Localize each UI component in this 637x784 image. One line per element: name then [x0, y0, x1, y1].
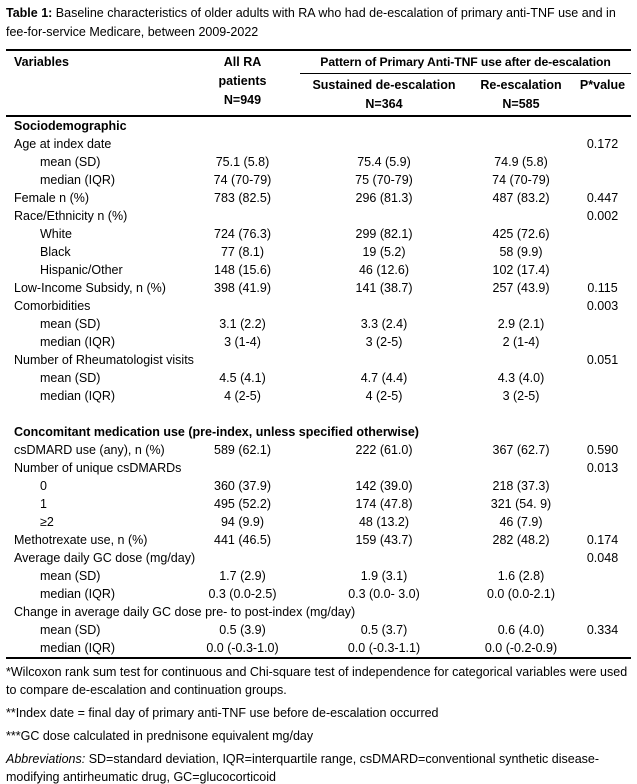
cell-variable: Age at index date: [14, 137, 112, 151]
cell-variable: median (IQR): [40, 641, 116, 655]
cell-p-value: [574, 603, 631, 621]
cell-variable: Female n (%): [14, 191, 90, 205]
cell-re-escalation: 74 (70-79): [492, 173, 550, 187]
cell-all-ra: [185, 459, 300, 477]
cell-p-value: [574, 333, 631, 351]
table-row: [6, 459, 631, 477]
cell-re-escalation: 1.6 (2.8): [497, 569, 545, 583]
table-header: [6, 50, 631, 116]
cell-sustained: [300, 297, 468, 315]
cell-re-escalation: 58 (9.9): [499, 245, 543, 259]
sustained-line2: N=364: [365, 97, 403, 111]
cell-variable: 0: [40, 479, 47, 493]
all-ra-line2: patients: [218, 74, 267, 88]
table-row: [6, 423, 631, 441]
cell-re-escalation: 46 (7.9): [499, 515, 543, 529]
cell-re-escalation: 2.9 (2.1): [497, 317, 545, 331]
cell-sustained: 222 (61.0): [355, 443, 413, 457]
cell-re-escalation: [468, 297, 574, 315]
cell-p-value: [574, 116, 631, 135]
cell-variable: ≥2: [40, 515, 54, 529]
cell-re-escalation: 3 (2-5): [502, 389, 540, 403]
cell-p-value: [574, 495, 631, 513]
cell-variable: Average daily GC dose (mg/day): [14, 551, 196, 565]
cell-sustained: 75.4 (5.9): [357, 155, 411, 169]
cell-sustained: 1.9 (3.1): [360, 569, 408, 583]
cell-p-value: [574, 153, 631, 171]
cell-p-value: [574, 585, 631, 603]
table-row: [6, 549, 631, 567]
all-ra-line1: All RA: [223, 55, 262, 69]
cell-all-ra: 398 (41.9): [214, 281, 271, 295]
cell-re-escalation: [468, 459, 574, 477]
cell-variable: median (IQR): [40, 389, 116, 403]
col-header-all-ra: [185, 50, 300, 116]
table-row: [6, 441, 631, 459]
cell-variable: mean (SD): [40, 371, 101, 385]
table-row: [6, 585, 631, 603]
cell-variable: Low-Income Subsidy, n (%): [14, 281, 166, 295]
table-row: [6, 513, 631, 531]
footnote: **Index date = final day of primary anti-TNF use before de-escalation occurred: [6, 706, 439, 720]
cell-sustained: 299 (82.1): [355, 227, 413, 241]
cell-variable: Race/Ethnicity n (%): [14, 209, 128, 223]
cell-p-value: [574, 243, 631, 261]
table-row: [6, 621, 631, 639]
footnote-italic-label: Abbreviations:: [6, 752, 86, 766]
table-row: [6, 477, 631, 495]
table-row: [6, 279, 631, 297]
cell-all-ra: [185, 207, 300, 225]
cell-p-value: 0.003: [586, 299, 619, 313]
cell-sustained: [300, 116, 468, 135]
cell-re-escalation: [468, 351, 574, 369]
table-row: [6, 387, 631, 405]
table-row: [6, 315, 631, 333]
col-header-re-escalation: [468, 74, 574, 117]
cell-p-value: 0.051: [586, 353, 619, 367]
table-title-text: Baseline characteristics of older adults with RA who had de-escalation of primary anti-TNF use and in fee-for-service Medicare, between 2009-2022: [6, 6, 616, 39]
cell-all-ra: 495 (52.2): [214, 497, 271, 511]
cell-p-value: 0.172: [586, 137, 619, 151]
footnote: Abbreviations: SD=standard deviation, IQR=interquartile range, csDMARD=conventional synthetic disease-modifying antirheumatic drug, GC=glucocorticoid: [6, 752, 600, 784]
cell-all-ra: 0.5 (3.9): [219, 623, 266, 637]
cell-all-ra: [185, 116, 300, 135]
cell-sustained: 75 (70-79): [355, 173, 413, 187]
cell-sustained: 141 (38.7): [355, 281, 413, 295]
col-header-pattern-span: Pattern of Primary Anti-TNF use after de-escalation: [300, 50, 631, 74]
table-row: [6, 369, 631, 387]
cell-variable: csDMARD use (any), n (%): [14, 443, 165, 457]
cell-all-ra: [185, 351, 300, 369]
cell-sustained: 0.5 (3.7): [360, 623, 408, 637]
cell-variable: Comorbidities: [14, 299, 91, 313]
cell-all-ra: 75.1 (5.8): [215, 155, 270, 169]
sustained-line1: Sustained de-escalation: [312, 78, 456, 92]
table-row: [6, 567, 631, 585]
cell-all-ra: 360 (37.9): [214, 479, 271, 493]
cell-p-value: [574, 369, 631, 387]
spacer-cell: [6, 405, 631, 423]
cell-p-value: 0.174: [586, 533, 619, 547]
cell-p-value: [574, 387, 631, 405]
table-row: [6, 495, 631, 513]
cell-p-value: 0.447: [586, 191, 619, 205]
table-row: [6, 531, 631, 549]
cell-p-value: [574, 171, 631, 189]
cell-p-value: 0.002: [586, 209, 619, 223]
cell-sustained: 174 (47.8): [355, 497, 413, 511]
cell-re-escalation: 0.6 (4.0): [497, 623, 545, 637]
col-header-variables: Variables: [6, 50, 185, 116]
cell-sustained: 0.0 (-0.3-1.1): [347, 641, 421, 655]
cell-re-escalation: 218 (37.3): [492, 479, 550, 493]
cell-all-ra: 3 (1-4): [224, 335, 261, 349]
cell-p-value: [574, 261, 631, 279]
col-header-sustained: [300, 74, 468, 117]
baseline-characteristics-table: [6, 49, 631, 659]
cell-variable: Change in average daily GC dose pre- to post-index (mg/day): [14, 605, 356, 619]
cell-re-escalation: [468, 549, 574, 567]
cell-all-ra: 589 (62.1): [214, 443, 271, 457]
cell-sustained: 48 (13.2): [358, 515, 410, 529]
cell-variable: Black: [40, 245, 71, 259]
cell-all-ra: 77 (8.1): [220, 245, 265, 259]
cell-sustained: 3.3 (2.4): [360, 317, 408, 331]
cell-sustained: [300, 207, 468, 225]
cell-sustained: 19 (5.2): [362, 245, 406, 259]
cell-variable: Number of Rheumatologist visits: [14, 353, 194, 367]
cell-all-ra: 0.3 (0.0-2.5): [208, 587, 277, 601]
cell-re-escalation: 321 (54. 9): [490, 497, 552, 511]
cell-variable: Methotrexate use, n (%): [14, 533, 148, 547]
cell-re-escalation: [468, 603, 574, 621]
cell-all-ra: 783 (82.5): [214, 191, 271, 205]
cell-variable: mean (SD): [40, 317, 101, 331]
cell-p-value: [574, 315, 631, 333]
cell-sustained: 4 (2-5): [365, 389, 403, 403]
cell-re-escalation: 425 (72.6): [492, 227, 550, 241]
table-row: [6, 243, 631, 261]
cell-re-escalation: [468, 423, 574, 441]
cell-sustained: 3 (2-5): [365, 335, 403, 349]
table-row: [6, 297, 631, 315]
cell-re-escalation: 282 (48.2): [492, 533, 550, 547]
cell-variable: Sociodemographic: [14, 119, 127, 133]
table-row: [6, 351, 631, 369]
cell-all-ra: 3.1 (2.2): [219, 317, 266, 331]
cell-variable: median (IQR): [40, 335, 116, 349]
cell-re-escalation: 4.3 (4.0): [497, 371, 545, 385]
cell-all-ra: 0.0 (-0.3-1.0): [206, 641, 279, 655]
table-title-label: Table 1:: [6, 6, 53, 20]
cell-variable: mean (SD): [40, 623, 101, 637]
cell-re-escalation: 2 (1-4): [502, 335, 540, 349]
re-escalation-line2: N=585: [502, 97, 540, 111]
table-row: [6, 603, 631, 621]
cell-re-escalation: 102 (17.4): [492, 263, 550, 277]
all-ra-line3: N=949: [223, 93, 262, 107]
cell-p-value: 0.013: [586, 461, 619, 475]
cell-p-value: [574, 567, 631, 585]
footnote: *Wilcoxon rank sum test for continuous and Chi-square test of independence for categorical variables were used to compare de-escalation and continuation groups.: [6, 665, 628, 697]
table-body: [6, 116, 631, 658]
cell-variable: White: [40, 227, 72, 241]
table-row: [6, 153, 631, 171]
cell-variable: mean (SD): [40, 569, 101, 583]
cell-variable: median (IQR): [40, 173, 116, 187]
cell-sustained: 4.7 (4.4): [360, 371, 408, 385]
cell-p-value: 0.115: [587, 281, 618, 295]
cell-re-escalation: [468, 207, 574, 225]
cell-sustained: 142 (39.0): [355, 479, 413, 493]
cell-variable: Number of unique csDMARDs: [14, 461, 182, 475]
cell-sustained: 0.3 (0.0- 3.0): [348, 587, 420, 601]
cell-all-ra: 4.5 (4.1): [219, 371, 266, 385]
cell-variable: mean (SD): [40, 155, 101, 169]
cell-variable: Concomitant medication use (pre-index, unless specified otherwise): [14, 425, 419, 439]
cell-re-escalation: [468, 135, 574, 153]
cell-p-value: 0.334: [586, 623, 619, 637]
spacer-row: [6, 405, 631, 423]
cell-re-escalation: 0.0 (-0.2-0.9): [484, 641, 558, 655]
cell-p-value: [574, 423, 631, 441]
table-row: [6, 171, 631, 189]
table-row: [6, 135, 631, 153]
cell-p-value: [574, 513, 631, 531]
table-row: [6, 116, 631, 135]
cell-re-escalation: 0.0 (0.0-2.1): [486, 587, 556, 601]
table-title: [6, 4, 633, 42]
cell-variable: 1: [40, 497, 47, 511]
cell-p-value: 0.590: [586, 443, 619, 457]
cell-all-ra: 74 (70-79): [213, 173, 272, 187]
cell-re-escalation: 74.9 (5.8): [494, 155, 548, 169]
table-row: [6, 207, 631, 225]
cell-p-value: [574, 477, 631, 495]
cell-sustained: 159 (43.7): [355, 533, 413, 547]
table-row: [6, 225, 631, 243]
cell-variable: median (IQR): [40, 587, 116, 601]
cell-sustained: 46 (12.6): [358, 263, 410, 277]
cell-re-escalation: 367 (62.7): [492, 443, 550, 457]
table-row: [6, 639, 631, 658]
cell-all-ra: [185, 549, 300, 567]
footnotes: [6, 659, 631, 784]
cell-all-ra: 441 (46.5): [214, 533, 271, 547]
cell-variable: Hispanic/Other: [40, 263, 123, 277]
cell-all-ra: 148 (15.6): [214, 263, 271, 277]
cell-p-value: 0.048: [586, 551, 619, 565]
cell-all-ra: [185, 135, 300, 153]
cell-all-ra: 4 (2-5): [224, 389, 261, 403]
cell-re-escalation: [468, 116, 574, 135]
cell-all-ra: 1.7 (2.9): [219, 569, 266, 583]
cell-all-ra: [185, 297, 300, 315]
cell-re-escalation: 257 (43.9): [492, 281, 550, 295]
footnote: ***GC dose calculated in prednisone equivalent mg/day: [6, 729, 314, 743]
table-row: [6, 333, 631, 351]
cell-p-value: [574, 225, 631, 243]
table-row: [6, 261, 631, 279]
cell-re-escalation: 487 (83.2): [492, 191, 550, 205]
cell-sustained: [300, 459, 468, 477]
table-row: [6, 189, 631, 207]
cell-sustained: 296 (81.3): [355, 191, 413, 205]
re-escalation-line1: Re-escalation: [480, 78, 562, 92]
cell-sustained: [300, 351, 468, 369]
cell-all-ra: 94 (9.9): [220, 515, 265, 529]
cell-sustained: [300, 549, 468, 567]
cell-all-ra: 724 (76.3): [214, 227, 271, 241]
cell-sustained: [300, 135, 468, 153]
header-row-top: [6, 50, 631, 74]
col-header-p-value: P*value: [574, 74, 631, 117]
cell-p-value: [574, 639, 631, 658]
